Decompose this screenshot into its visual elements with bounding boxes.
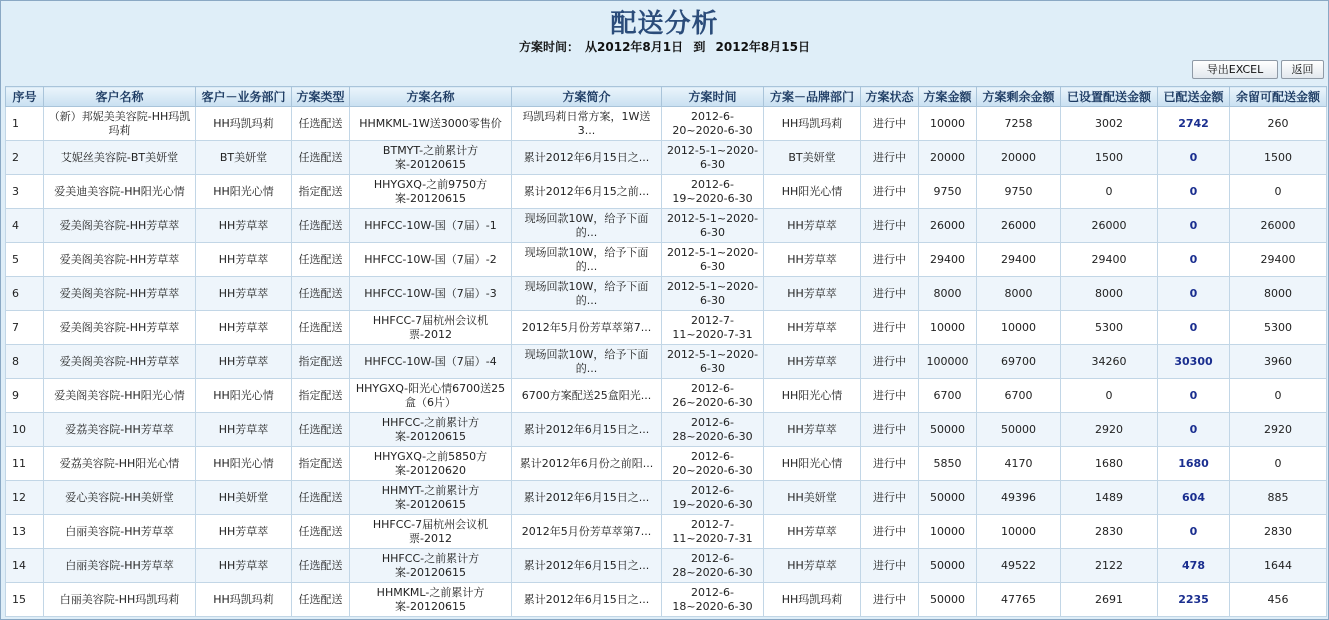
cell-plan-name: HHFCC-之前累计方案-20120615 bbox=[350, 549, 512, 583]
cell-plan-summary: 累计2012年6月15日之... bbox=[512, 141, 662, 175]
cell-remaining-amount: 50000 bbox=[977, 413, 1061, 447]
cell-delivered-amount: 0 bbox=[1158, 209, 1230, 243]
cell-plan-type: 任选配送 bbox=[292, 481, 350, 515]
cell-customer-name: 爱美阁美容院-HH芳草萃 bbox=[44, 345, 196, 379]
cell-remaining-amount: 8000 bbox=[977, 277, 1061, 311]
cell-index: 10 bbox=[6, 413, 44, 447]
cell-customer-dept: HH阳光心情 bbox=[196, 175, 292, 209]
cell-customer-dept: HH芳草萃 bbox=[196, 311, 292, 345]
cell-configured-amount: 26000 bbox=[1061, 209, 1158, 243]
col-header-remaining-amount[interactable]: 方案剩余金额 bbox=[977, 87, 1061, 107]
cell-remaining-amount: 6700 bbox=[977, 379, 1061, 413]
cell-configured-amount: 8000 bbox=[1061, 277, 1158, 311]
table-header-row bbox=[6, 87, 1327, 107]
cell-available-amount: 29400 bbox=[1230, 243, 1327, 277]
cell-index: 2 bbox=[6, 141, 44, 175]
cell-plan-period: 2012-6-20~2020-6-30 bbox=[662, 447, 764, 481]
cell-plan-type: 任选配送 bbox=[292, 311, 350, 345]
col-header-plan-name[interactable]: 方案名称 bbox=[350, 87, 512, 107]
cell-brand-dept: HH阳光心情 bbox=[764, 175, 861, 209]
cell-brand-dept: HH芳草萃 bbox=[764, 209, 861, 243]
cell-remaining-amount: 69700 bbox=[977, 345, 1061, 379]
cell-available-amount: 2920 bbox=[1230, 413, 1327, 447]
cell-plan-amount: 5850 bbox=[919, 447, 977, 481]
cell-customer-dept: HH芳草萃 bbox=[196, 243, 292, 277]
cell-index: 5 bbox=[6, 243, 44, 277]
cell-customer-name: 爱美阁美容院-HH芳草萃 bbox=[44, 277, 196, 311]
cell-index: 11 bbox=[6, 447, 44, 481]
cell-delivered-amount: 2742 bbox=[1158, 107, 1230, 141]
cell-configured-amount: 1680 bbox=[1061, 447, 1158, 481]
cell-remaining-amount: 20000 bbox=[977, 141, 1061, 175]
cell-plan-period: 2012-6-28~2020-6-30 bbox=[662, 549, 764, 583]
cell-customer-dept: HH玛凯玛莉 bbox=[196, 107, 292, 141]
table-row[interactable] bbox=[6, 481, 1327, 515]
cell-plan-type: 指定配送 bbox=[292, 447, 350, 481]
cell-plan-period: 2012-6-28~2020-6-30 bbox=[662, 413, 764, 447]
cell-plan-amount: 10000 bbox=[919, 515, 977, 549]
table-row[interactable] bbox=[6, 311, 1327, 345]
cell-plan-summary: 累计2012年6月15日之... bbox=[512, 583, 662, 617]
cell-index: 14 bbox=[6, 549, 44, 583]
cell-remaining-amount: 4170 bbox=[977, 447, 1061, 481]
cell-plan-type: 任选配送 bbox=[292, 277, 350, 311]
cell-customer-name: 爱美阁美容院-HH芳草萃 bbox=[44, 209, 196, 243]
cell-delivered-amount: 0 bbox=[1158, 311, 1230, 345]
page-title: 配送分析 bbox=[610, 9, 719, 39]
cell-plan-amount: 26000 bbox=[919, 209, 977, 243]
cell-plan-amount: 6700 bbox=[919, 379, 977, 413]
cell-plan-type: 任选配送 bbox=[292, 209, 350, 243]
cell-customer-dept: HH芳草萃 bbox=[196, 277, 292, 311]
table-body bbox=[6, 107, 1327, 617]
cell-customer-name: 爱美阁美容院-HH阳光心情 bbox=[44, 379, 196, 413]
cell-plan-period: 2012-5-1~2020-6-30 bbox=[662, 141, 764, 175]
cell-remaining-amount: 26000 bbox=[977, 209, 1061, 243]
cell-plan-status: 进行中 bbox=[861, 311, 919, 345]
cell-plan-status: 进行中 bbox=[861, 345, 919, 379]
col-header-available-amount[interactable]: 余留可配送金额 bbox=[1230, 87, 1327, 107]
cell-plan-period: 2012-5-1~2020-6-30 bbox=[662, 345, 764, 379]
cell-brand-dept: HH芳草萃 bbox=[764, 243, 861, 277]
cell-remaining-amount: 49396 bbox=[977, 481, 1061, 515]
cell-remaining-amount: 29400 bbox=[977, 243, 1061, 277]
col-header-index[interactable]: 序号 bbox=[6, 87, 44, 107]
cell-delivered-amount: 0 bbox=[1158, 379, 1230, 413]
cell-customer-dept: HH玛凯玛莉 bbox=[196, 583, 292, 617]
table-row[interactable] bbox=[6, 175, 1327, 209]
cell-plan-amount: 10000 bbox=[919, 107, 977, 141]
cell-plan-summary: 2012年5月份芳草萃第7... bbox=[512, 515, 662, 549]
cell-plan-period: 2012-6-18~2020-6-30 bbox=[662, 583, 764, 617]
cell-plan-summary: 现场回款10W，给予下面的... bbox=[512, 277, 662, 311]
cell-plan-status: 进行中 bbox=[861, 413, 919, 447]
cell-plan-amount: 50000 bbox=[919, 413, 977, 447]
cell-delivered-amount: 604 bbox=[1158, 481, 1230, 515]
cell-delivered-amount: 1680 bbox=[1158, 447, 1230, 481]
cell-plan-name: HHMYT-之前累计方案-20120615 bbox=[350, 481, 512, 515]
col-header-brand-dept[interactable]: 方案－品牌部门 bbox=[764, 87, 861, 107]
cell-customer-dept: HH芳草萃 bbox=[196, 345, 292, 379]
cell-available-amount: 2830 bbox=[1230, 515, 1327, 549]
cell-index: 7 bbox=[6, 311, 44, 345]
cell-available-amount: 456 bbox=[1230, 583, 1327, 617]
cell-customer-dept: HH芳草萃 bbox=[196, 413, 292, 447]
cell-plan-summary: 现场回款10W，给予下面的... bbox=[512, 345, 662, 379]
cell-plan-name: HHFCC-7届杭州会议机票-2012 bbox=[350, 515, 512, 549]
cell-configured-amount: 2691 bbox=[1061, 583, 1158, 617]
cell-plan-name: HHFCC-10W-国（7届）-3 bbox=[350, 277, 512, 311]
cell-plan-period: 2012-7-11~2020-7-31 bbox=[662, 311, 764, 345]
cell-remaining-amount: 9750 bbox=[977, 175, 1061, 209]
cell-customer-dept: HH芳草萃 bbox=[196, 515, 292, 549]
cell-plan-summary: 累计2012年6月15日之... bbox=[512, 549, 662, 583]
cell-available-amount: 26000 bbox=[1230, 209, 1327, 243]
date-range-from: 从2012年8月1日 bbox=[585, 40, 684, 54]
cell-customer-name: 爱荔美容院-HH芳草萃 bbox=[44, 413, 196, 447]
cell-configured-amount: 29400 bbox=[1061, 243, 1158, 277]
cell-delivered-amount: 0 bbox=[1158, 243, 1230, 277]
cell-plan-period: 2012-5-1~2020-6-30 bbox=[662, 277, 764, 311]
cell-plan-status: 进行中 bbox=[861, 175, 919, 209]
cell-configured-amount: 1500 bbox=[1061, 141, 1158, 175]
cell-customer-name: 爱美迪美容院-HH阳光心情 bbox=[44, 175, 196, 209]
cell-remaining-amount: 49522 bbox=[977, 549, 1061, 583]
cell-plan-status: 进行中 bbox=[861, 515, 919, 549]
cell-brand-dept: HH玛凯玛莉 bbox=[764, 583, 861, 617]
cell-plan-amount: 8000 bbox=[919, 277, 977, 311]
cell-brand-dept: BT美妍堂 bbox=[764, 141, 861, 175]
cell-plan-type: 任选配送 bbox=[292, 413, 350, 447]
cell-plan-type: 任选配送 bbox=[292, 243, 350, 277]
cell-brand-dept: HH芳草萃 bbox=[764, 311, 861, 345]
cell-customer-name: （新）邦妮美美容院-HH玛凯玛莉 bbox=[44, 107, 196, 141]
cell-customer-name: 艾妮丝美容院-BT美妍堂 bbox=[44, 141, 196, 175]
cell-delivered-amount: 0 bbox=[1158, 515, 1230, 549]
cell-plan-amount: 50000 bbox=[919, 481, 977, 515]
cell-configured-amount: 0 bbox=[1061, 175, 1158, 209]
table-row[interactable] bbox=[6, 209, 1327, 243]
cell-configured-amount: 1489 bbox=[1061, 481, 1158, 515]
table-row[interactable] bbox=[6, 583, 1327, 617]
cell-index: 1 bbox=[6, 107, 44, 141]
cell-plan-period: 2012-6-19~2020-6-30 bbox=[662, 481, 764, 515]
cell-remaining-amount: 10000 bbox=[977, 311, 1061, 345]
export-excel-button[interactable]: 导出EXCEL bbox=[1192, 60, 1278, 79]
cell-plan-name: HHFCC-7届杭州会议机票-2012 bbox=[350, 311, 512, 345]
cell-plan-type: 任选配送 bbox=[292, 107, 350, 141]
cell-plan-period: 2012-5-1~2020-6-30 bbox=[662, 243, 764, 277]
cell-configured-amount: 2122 bbox=[1061, 549, 1158, 583]
cell-brand-dept: HH玛凯玛莉 bbox=[764, 107, 861, 141]
cell-plan-name: BTMYT-之前累计方案-20120615 bbox=[350, 141, 512, 175]
cell-plan-status: 进行中 bbox=[861, 447, 919, 481]
cell-configured-amount: 2920 bbox=[1061, 413, 1158, 447]
col-header-plan-period[interactable]: 方案时间 bbox=[662, 87, 764, 107]
cell-index: 12 bbox=[6, 481, 44, 515]
table-row[interactable] bbox=[6, 447, 1327, 481]
cell-plan-name: HHYGXQ-阳光心情6700送25盒（6片） bbox=[350, 379, 512, 413]
cell-brand-dept: HH芳草萃 bbox=[764, 515, 861, 549]
table-row[interactable] bbox=[6, 107, 1327, 141]
cell-remaining-amount: 47765 bbox=[977, 583, 1061, 617]
cell-plan-type: 任选配送 bbox=[292, 141, 350, 175]
cell-plan-status: 进行中 bbox=[861, 379, 919, 413]
cell-plan-summary: 累计2012年6月份之前阳... bbox=[512, 447, 662, 481]
table-row[interactable] bbox=[6, 345, 1327, 379]
cell-available-amount: 3960 bbox=[1230, 345, 1327, 379]
cell-plan-type: 任选配送 bbox=[292, 549, 350, 583]
table-row[interactable] bbox=[6, 549, 1327, 583]
date-range-subtitle bbox=[1, 38, 1328, 55]
cell-plan-type: 指定配送 bbox=[292, 379, 350, 413]
back-button[interactable]: 返回 bbox=[1281, 60, 1324, 79]
cell-brand-dept: HH阳光心情 bbox=[764, 379, 861, 413]
cell-plan-summary: 6700方案配送25盒阳光... bbox=[512, 379, 662, 413]
col-header-plan-amount[interactable]: 方案金额 bbox=[919, 87, 977, 107]
col-header-plan-summary[interactable]: 方案简介 bbox=[512, 87, 662, 107]
cell-delivered-amount: 0 bbox=[1158, 175, 1230, 209]
cell-plan-name: HHFCC-10W-国（7届）-2 bbox=[350, 243, 512, 277]
cell-plan-amount: 29400 bbox=[919, 243, 977, 277]
col-header-customer-dept[interactable]: 客户－业务部门 bbox=[196, 87, 292, 107]
cell-index: 15 bbox=[6, 583, 44, 617]
cell-customer-name: 爱美阁美容院-HH芳草萃 bbox=[44, 243, 196, 277]
cell-plan-summary: 累计2012年6月15之前... bbox=[512, 175, 662, 209]
cell-customer-name: 白丽美容院-HH芳草萃 bbox=[44, 515, 196, 549]
cell-configured-amount: 2830 bbox=[1061, 515, 1158, 549]
col-header-plan-type[interactable]: 方案类型 bbox=[292, 87, 350, 107]
cell-plan-status: 进行中 bbox=[861, 549, 919, 583]
cell-plan-status: 进行中 bbox=[861, 209, 919, 243]
table-row[interactable] bbox=[6, 515, 1327, 549]
cell-plan-status: 进行中 bbox=[861, 277, 919, 311]
cell-customer-dept: HH美妍堂 bbox=[196, 481, 292, 515]
cell-customer-name: 爱心美容院-HH美妍堂 bbox=[44, 481, 196, 515]
cell-plan-status: 进行中 bbox=[861, 141, 919, 175]
date-range-to: 2012年8月15日 bbox=[715, 40, 810, 54]
cell-delivered-amount: 478 bbox=[1158, 549, 1230, 583]
cell-plan-period: 2012-7-11~2020-7-31 bbox=[662, 515, 764, 549]
cell-index: 9 bbox=[6, 379, 44, 413]
cell-available-amount: 885 bbox=[1230, 481, 1327, 515]
cell-customer-dept: BT美妍堂 bbox=[196, 141, 292, 175]
cell-plan-period: 2012-6-20~2020-6-30 bbox=[662, 107, 764, 141]
cell-index: 3 bbox=[6, 175, 44, 209]
cell-plan-type: 任选配送 bbox=[292, 583, 350, 617]
distribution-table bbox=[5, 86, 1327, 617]
cell-available-amount: 0 bbox=[1230, 447, 1327, 481]
table-row[interactable] bbox=[6, 277, 1327, 311]
cell-available-amount: 5300 bbox=[1230, 311, 1327, 345]
col-header-customer-name[interactable]: 客户名称 bbox=[44, 87, 196, 107]
cell-configured-amount: 34260 bbox=[1061, 345, 1158, 379]
col-header-plan-status[interactable]: 方案状态 bbox=[861, 87, 919, 107]
cell-plan-summary: 累计2012年6月15日之... bbox=[512, 413, 662, 447]
cell-plan-period: 2012-5-1~2020-6-30 bbox=[662, 209, 764, 243]
cell-plan-summary: 现场回款10W，给予下面的... bbox=[512, 243, 662, 277]
cell-plan-period: 2012-6-26~2020-6-30 bbox=[662, 379, 764, 413]
cell-plan-summary: 累计2012年6月15日之... bbox=[512, 481, 662, 515]
date-range-to-word: 到 bbox=[693, 40, 706, 54]
cell-customer-dept: HH阳光心情 bbox=[196, 447, 292, 481]
cell-available-amount: 8000 bbox=[1230, 277, 1327, 311]
cell-available-amount: 260 bbox=[1230, 107, 1327, 141]
table-row[interactable] bbox=[6, 243, 1327, 277]
date-range-label: 方案时间： bbox=[519, 40, 580, 54]
cell-brand-dept: HH芳草萃 bbox=[764, 345, 861, 379]
cell-brand-dept: HH芳草萃 bbox=[764, 277, 861, 311]
cell-plan-amount: 10000 bbox=[919, 311, 977, 345]
cell-plan-amount: 100000 bbox=[919, 345, 977, 379]
cell-customer-dept: HH芳草萃 bbox=[196, 209, 292, 243]
cell-customer-dept: HH阳光心情 bbox=[196, 379, 292, 413]
cell-index: 6 bbox=[6, 277, 44, 311]
cell-plan-name: HHFCC-之前累计方案-20120615 bbox=[350, 413, 512, 447]
cell-available-amount: 1500 bbox=[1230, 141, 1327, 175]
cell-available-amount: 1644 bbox=[1230, 549, 1327, 583]
cell-plan-summary: 2012年5月份芳草萃第7... bbox=[512, 311, 662, 345]
cell-available-amount: 0 bbox=[1230, 175, 1327, 209]
cell-delivered-amount: 2235 bbox=[1158, 583, 1230, 617]
cell-brand-dept: HH芳草萃 bbox=[764, 413, 861, 447]
cell-delivered-amount: 0 bbox=[1158, 141, 1230, 175]
cell-customer-dept: HH芳草萃 bbox=[196, 549, 292, 583]
table-row[interactable] bbox=[6, 379, 1327, 413]
cell-available-amount: 0 bbox=[1230, 379, 1327, 413]
cell-brand-dept: HH芳草萃 bbox=[764, 549, 861, 583]
cell-plan-amount: 50000 bbox=[919, 583, 977, 617]
cell-delivered-amount: 30300 bbox=[1158, 345, 1230, 379]
cell-customer-name: 爱荔美容院-HH阳光心情 bbox=[44, 447, 196, 481]
cell-delivered-amount: 0 bbox=[1158, 277, 1230, 311]
cell-plan-summary: 现场回款10W，给予下面的... bbox=[512, 209, 662, 243]
cell-plan-name: HHFCC-10W-国（7届）-4 bbox=[350, 345, 512, 379]
cell-plan-name: HHYGXQ-之前5850方案-20120620 bbox=[350, 447, 512, 481]
cell-customer-name: 爱美阁美容院-HH芳草萃 bbox=[44, 311, 196, 345]
table-row[interactable] bbox=[6, 413, 1327, 447]
cell-plan-name: HHMKML-之前累计方案-20120615 bbox=[350, 583, 512, 617]
cell-plan-amount: 50000 bbox=[919, 549, 977, 583]
cell-plan-type: 指定配送 bbox=[292, 345, 350, 379]
cell-plan-status: 进行中 bbox=[861, 583, 919, 617]
toolbar bbox=[1192, 60, 1324, 79]
cell-index: 13 bbox=[6, 515, 44, 549]
cell-delivered-amount: 0 bbox=[1158, 413, 1230, 447]
cell-remaining-amount: 7258 bbox=[977, 107, 1061, 141]
cell-configured-amount: 3002 bbox=[1061, 107, 1158, 141]
cell-plan-type: 指定配送 bbox=[292, 175, 350, 209]
cell-plan-type: 任选配送 bbox=[292, 515, 350, 549]
cell-plan-name: HHMKML-1W送3000零售价 bbox=[350, 107, 512, 141]
table-row[interactable] bbox=[6, 141, 1327, 175]
cell-brand-dept: HH美妍堂 bbox=[764, 481, 861, 515]
cell-customer-name: 白丽美容院-HH芳草萃 bbox=[44, 549, 196, 583]
cell-plan-period: 2012-6-19~2020-6-30 bbox=[662, 175, 764, 209]
cell-plan-status: 进行中 bbox=[861, 107, 919, 141]
cell-plan-status: 进行中 bbox=[861, 243, 919, 277]
cell-plan-name: HHYGXQ-之前9750方案-20120615 bbox=[350, 175, 512, 209]
cell-brand-dept: HH阳光心情 bbox=[764, 447, 861, 481]
cell-index: 8 bbox=[6, 345, 44, 379]
cell-index: 4 bbox=[6, 209, 44, 243]
cell-plan-amount: 9750 bbox=[919, 175, 977, 209]
cell-plan-status: 进行中 bbox=[861, 481, 919, 515]
cell-configured-amount: 5300 bbox=[1061, 311, 1158, 345]
col-header-delivered-amount[interactable]: 已配送金额 bbox=[1158, 87, 1230, 107]
col-header-configured-amount[interactable]: 已设置配送金额 bbox=[1061, 87, 1158, 107]
cell-remaining-amount: 10000 bbox=[977, 515, 1061, 549]
cell-customer-name: 白丽美容院-HH玛凯玛莉 bbox=[44, 583, 196, 617]
cell-plan-amount: 20000 bbox=[919, 141, 977, 175]
cell-plan-summary: 玛凯玛莉日常方案，1W送3... bbox=[512, 107, 662, 141]
cell-plan-name: HHFCC-10W-国（7届）-1 bbox=[350, 209, 512, 243]
cell-configured-amount: 0 bbox=[1061, 379, 1158, 413]
